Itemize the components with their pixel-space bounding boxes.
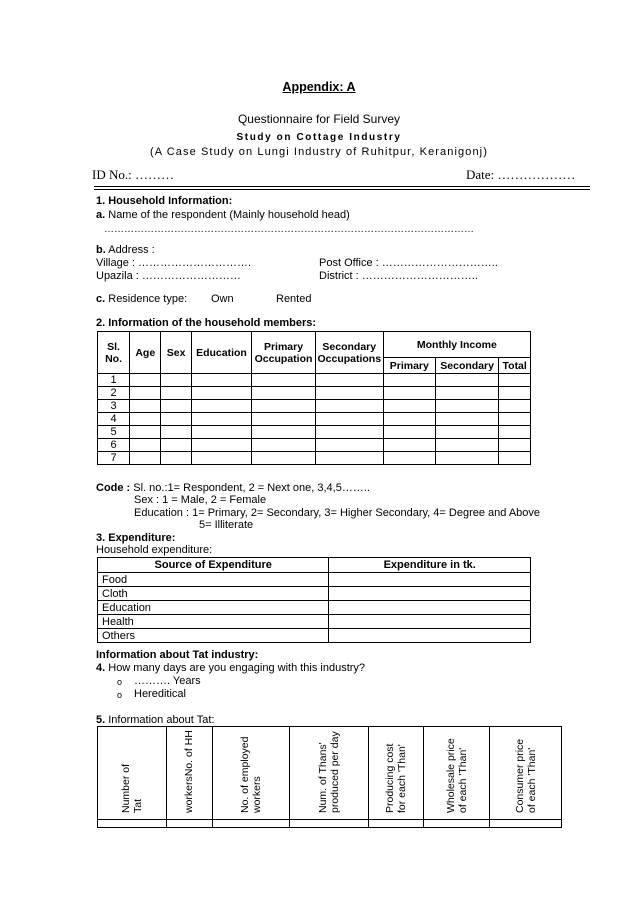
table-row [98, 374, 531, 387]
table-cell-input[interactable] [161, 426, 191, 439]
row-number: 7 [98, 452, 130, 465]
table-cell-input[interactable] [130, 413, 161, 426]
respondent-name-label: a. Name of the respondent (Mainly household head) [96, 209, 350, 221]
table-row [98, 629, 531, 643]
col-income-total: Total [499, 358, 531, 374]
expenditure-amount-input[interactable] [329, 629, 531, 643]
expenditure-source: Education [98, 601, 329, 615]
expenditure-source: Cloth [98, 587, 329, 601]
column-label-line: of each 'Than' [525, 747, 538, 813]
code-education: Education : 1= Primary, 2= Secondary, 3= Higher Secondary, 4= Degree and Above [134, 507, 541, 519]
table-row [98, 439, 531, 452]
table-row [98, 413, 531, 426]
bullet-icon: o [117, 690, 123, 700]
date-field[interactable]: Date: ……………… [466, 167, 576, 182]
col-producing-cost [369, 727, 424, 820]
table-cell-input[interactable] [383, 387, 435, 400]
row-number: 2 [98, 387, 130, 400]
table-cell-input[interactable] [499, 452, 531, 465]
col-workers-no-of-hh [166, 727, 212, 820]
table-row [98, 601, 531, 615]
table-cell-input[interactable] [315, 374, 383, 387]
tat-info-table [97, 726, 562, 828]
column-label-line: Number of [119, 763, 132, 813]
id-no-field[interactable]: ID No.: ……… [92, 167, 174, 182]
col-income-primary: Primary [383, 358, 435, 374]
column-label-line: Consumer price [513, 738, 526, 813]
table-cell-input[interactable] [252, 439, 316, 452]
household-expenditure-label: Household expenditure: [96, 544, 213, 556]
table-cell-input[interactable] [383, 400, 435, 413]
table-cell-input[interactable] [424, 820, 490, 828]
table-cell-input[interactable] [499, 374, 531, 387]
table-cell-input[interactable] [383, 426, 435, 439]
column-label-line: produced per day [328, 731, 341, 813]
table-cell-input[interactable] [166, 820, 212, 828]
table-cell-input[interactable] [315, 400, 383, 413]
table-cell-input[interactable] [383, 413, 435, 426]
col-employed-workers [212, 727, 289, 820]
table-cell-input[interactable] [315, 413, 383, 426]
table-cell-input[interactable] [435, 413, 498, 426]
upazila-field[interactable]: Upazila : ……………………… [96, 270, 241, 282]
col-primary-occupation: Primary Occupation [252, 332, 316, 374]
code-illiterate: 5= Illiterate [199, 519, 254, 531]
bullet-icon: o [117, 677, 123, 687]
col-thans-per-day [289, 727, 369, 820]
table-row [98, 387, 531, 400]
column-label-line: Producing cost [384, 743, 397, 813]
section-5-heading: 5. Information about Tat: [96, 714, 215, 726]
column-label-line: No. of employed [238, 736, 251, 813]
col-wholesale-price [424, 727, 490, 820]
row-number: 3 [98, 400, 130, 413]
col-consumer-price [490, 727, 562, 820]
table-cell-input[interactable] [252, 387, 316, 400]
table-row [98, 573, 531, 587]
col-monthly-income: Monthly Income [383, 332, 530, 358]
row-number: 1 [98, 374, 130, 387]
table-cell-input[interactable] [435, 426, 498, 439]
table-cell-input[interactable] [130, 426, 161, 439]
tat-industry-heading: Information about Tat industry: [96, 649, 259, 661]
table-cell-input[interactable] [130, 400, 161, 413]
row-number: 4 [98, 413, 130, 426]
column-label-line: Tat [131, 798, 144, 813]
expenditure-amount-input[interactable] [329, 615, 531, 629]
code-sex: Sex : 1 = Male, 2 = Female [134, 494, 267, 506]
col-education: Education [191, 332, 251, 374]
table-cell-input[interactable] [252, 426, 316, 439]
column-label-line: workersNo. of HH [183, 730, 196, 813]
table-cell-input[interactable] [191, 374, 251, 387]
table-cell-input[interactable] [383, 452, 435, 465]
table-cell-input[interactable] [161, 400, 191, 413]
table-cell-input[interactable] [130, 452, 161, 465]
table-cell-input[interactable] [161, 413, 191, 426]
expenditure-source: Health [98, 615, 329, 629]
section-2-heading: 2. Information of the household members: [96, 317, 317, 329]
expenditure-amount-input[interactable] [329, 601, 531, 615]
row-number: 5 [98, 426, 130, 439]
residence-type-label: c. Residence type: [96, 293, 188, 305]
post-office-field[interactable]: Post Office : ………………………….. [319, 257, 498, 269]
section-1-heading: 1. Household Information: [96, 195, 233, 207]
option-hereditical[interactable]: Hereditical [134, 688, 186, 700]
option-years[interactable]: ………. Years [134, 675, 201, 687]
column-label-line: Num. of Thans' [316, 742, 329, 813]
table-cell-input[interactable] [252, 374, 316, 387]
table-cell-input[interactable] [435, 400, 498, 413]
table-cell-input[interactable] [130, 439, 161, 452]
row-number: 6 [98, 439, 130, 452]
table-cell-input[interactable] [130, 387, 161, 400]
column-label-line: of each 'Than' [456, 747, 469, 813]
page-title: Appendix: A [282, 80, 356, 94]
table-cell-input[interactable] [315, 387, 383, 400]
table-cell-input[interactable] [252, 452, 316, 465]
col-income-secondary: Secondary [435, 358, 498, 374]
table-cell-input[interactable] [130, 374, 161, 387]
table-cell-input[interactable] [252, 413, 316, 426]
table-cell-input[interactable] [191, 439, 251, 452]
code-legend: Code : Sl. no.:1= Respondent, 2 = Next one, 3,4,5…….. [96, 482, 370, 494]
table-cell-input[interactable] [191, 400, 251, 413]
table-row [98, 400, 531, 413]
table-cell-input[interactable] [191, 413, 251, 426]
respondent-name-field[interactable]: ………………………………………………………………………………………………… [104, 224, 474, 235]
expenditure-amount-input[interactable] [329, 587, 531, 601]
column-label-line: for each 'Than' [396, 744, 409, 813]
col-number-of-tat [98, 727, 167, 820]
table-cell-input[interactable] [161, 439, 191, 452]
residence-rented-option[interactable]: Rented [276, 293, 312, 305]
table-cell-input[interactable] [383, 374, 435, 387]
section-3-heading: 3. Expenditure: [96, 532, 176, 544]
residence-own-option[interactable]: Own [211, 293, 234, 305]
village-field[interactable]: Village : …………………………. [96, 257, 252, 269]
column-label-line: workers [250, 776, 263, 813]
expenditure-table [97, 557, 531, 643]
case-study-title: (A Case Study on Lungi Industry of Ruhitpur, Keranigonj) [150, 146, 488, 158]
study-title: Study on Cottage Industry [236, 132, 402, 143]
col-expenditure-in-tk: Expenditure in tk. [329, 558, 531, 573]
table-row [98, 615, 531, 629]
table-cell-input[interactable] [435, 387, 498, 400]
table-cell-input[interactable] [435, 452, 498, 465]
table-cell-input[interactable] [499, 439, 531, 452]
table-cell-input[interactable] [161, 452, 191, 465]
table-row [98, 452, 531, 465]
expenditure-source: Others [98, 629, 329, 643]
col-sl-no: Sl. No. [98, 332, 130, 374]
col-sex: Sex [161, 332, 191, 374]
page-subtitle: Questionnaire for Field Survey [237, 112, 401, 126]
col-secondary-occupations: Secondary Occupations [315, 332, 383, 374]
col-age: Age [130, 332, 161, 374]
divider [94, 186, 590, 187]
table-cell-input[interactable] [191, 387, 251, 400]
table-cell-input[interactable] [315, 426, 383, 439]
table-cell-input[interactable] [161, 374, 191, 387]
table-cell-input[interactable] [212, 820, 289, 828]
table-row [98, 426, 531, 439]
divider [94, 189, 590, 190]
table-cell-input[interactable] [499, 413, 531, 426]
table-cell-input[interactable] [252, 400, 316, 413]
district-field[interactable]: District : ………………………….. [319, 270, 478, 282]
table-cell-input[interactable] [369, 820, 424, 828]
table-cell-input[interactable] [499, 400, 531, 413]
table-cell-input[interactable] [98, 820, 167, 828]
household-members-table [97, 331, 531, 465]
table-cell-input[interactable] [161, 387, 191, 400]
table-cell-input[interactable] [435, 439, 498, 452]
question-4: 4. How many days are you engaging with this industry? [96, 662, 366, 674]
col-source-of-expenditure: Source of Expenditure [98, 558, 329, 573]
address-label: b. Address : [96, 244, 155, 256]
table-cell-input[interactable] [289, 820, 369, 828]
table-cell-input[interactable] [191, 452, 251, 465]
expenditure-source: Food [98, 573, 329, 587]
table-cell-input[interactable] [435, 374, 498, 387]
table-cell-input[interactable] [490, 820, 562, 828]
table-cell-input[interactable] [315, 439, 383, 452]
table-cell-input[interactable] [191, 426, 251, 439]
column-label-line: Wholesale price [444, 738, 457, 813]
table-cell-input[interactable] [499, 387, 531, 400]
table-cell-input[interactable] [315, 452, 383, 465]
expenditure-amount-input[interactable] [329, 573, 531, 587]
table-row [98, 587, 531, 601]
table-cell-input[interactable] [383, 439, 435, 452]
table-cell-input[interactable] [499, 426, 531, 439]
